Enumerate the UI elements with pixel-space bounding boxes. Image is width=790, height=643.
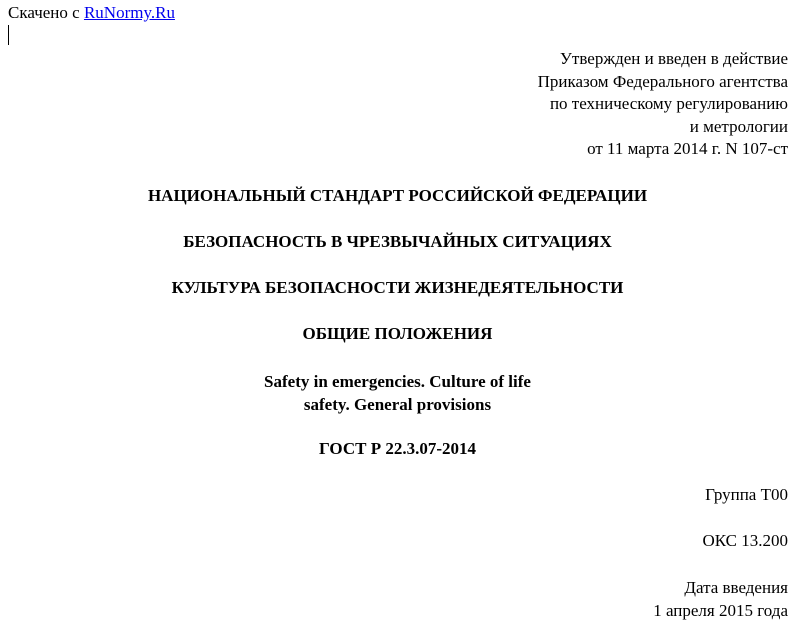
oks-code: ОКС 13.200 [702, 531, 788, 550]
national-standard-title: НАЦИОНАЛЬНЫЙ СТАНДАРТ РОССИЙСКОЙ ФЕДЕРАЦИИ [147, 186, 648, 205]
text-cursor [8, 25, 9, 45]
downloaded-prefix: Скачено с [8, 3, 80, 22]
approval-line-2: Приказом Федерального агентства [537, 71, 788, 91]
english-title-line-1: Safety in emergencies. Culture of life [264, 372, 531, 391]
gost-number: ГОСТ Р 22.3.07-2014 [319, 439, 476, 458]
english-title-line-2: safety. General provisions [303, 395, 492, 414]
approval-line-5: от 11 марта 2014 г. N 107-ст [587, 139, 788, 158]
approval-line-1: Утвержден и введен в действие [559, 49, 788, 68]
introduction-date-block [653, 577, 788, 622]
group-code: Группа Т00 [705, 485, 788, 504]
approval-block [538, 48, 788, 161]
introduction-date-label: Дата введения [684, 578, 788, 597]
english-title [0, 370, 790, 416]
approval-line-4: и метрологии [689, 116, 788, 136]
general-provisions-title: ОБЩИЕ ПОЛОЖЕНИЯ [302, 324, 493, 343]
downloaded-from-line [8, 3, 175, 23]
runormy-link[interactable]: RuNormy.Ru [83, 3, 175, 22]
approval-line-3: по техническому регулированию [549, 94, 788, 113]
safety-emergencies-title: БЕЗОПАСНОСТЬ В ЧРЕЗВЫЧАЙНЫХ СИТУАЦИЯХ [183, 232, 612, 251]
introduction-date-value: 1 апреля 2015 года [653, 600, 788, 620]
culture-title: КУЛЬТУРА БЕЗОПАСНОСТИ ЖИЗНЕДЕЯТЕЛЬНОСТИ [171, 278, 624, 297]
